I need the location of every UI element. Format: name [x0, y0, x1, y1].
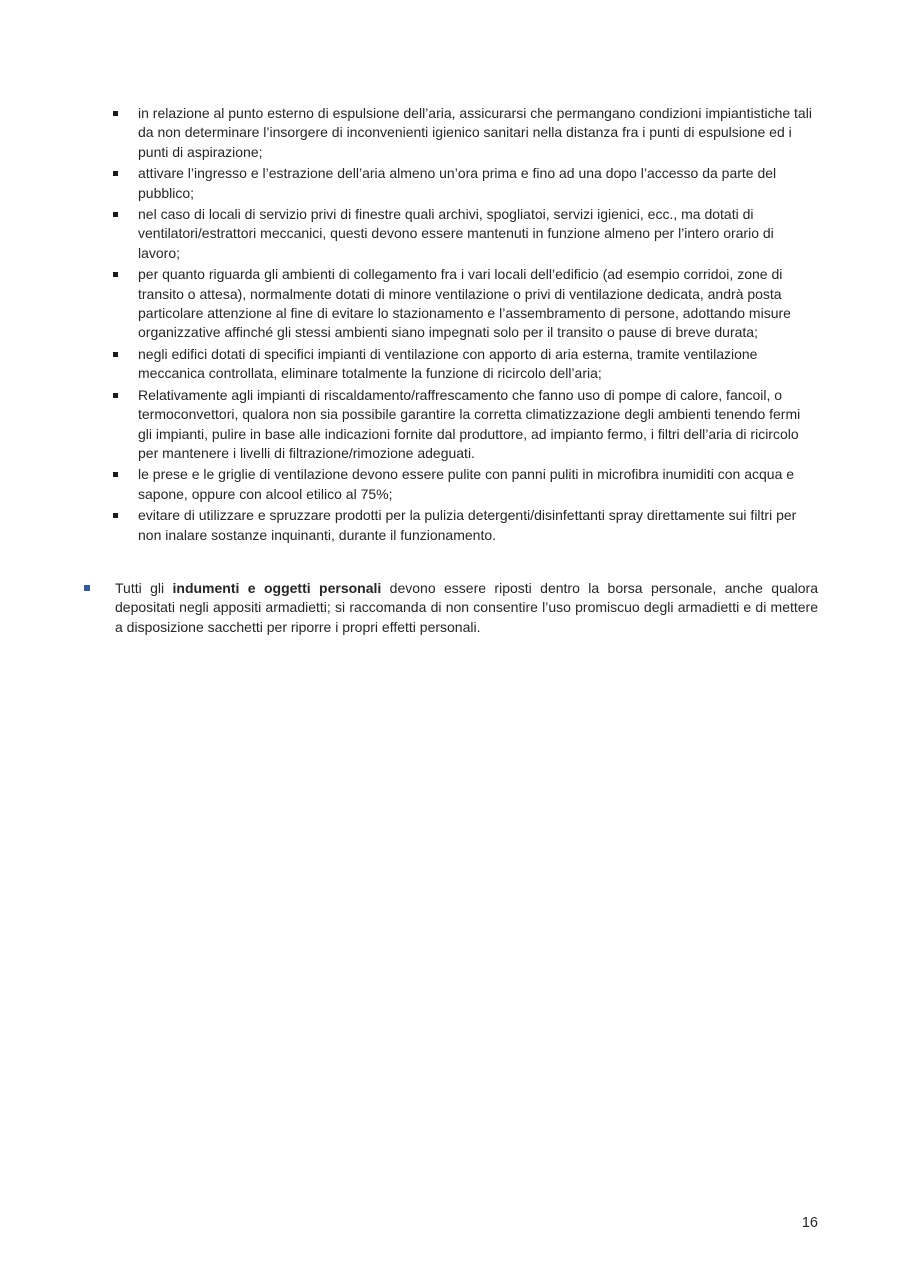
page-number: 16 [801, 1215, 818, 1231]
list-item [0, 345, 818, 384]
list-item-text: nel caso di locali di servizio privi di finestre quali archivi, spogliatoi, servizi igienici, ecc., ma dotati di ventilatori/estrattori meccanici, questi devono essere mantenuti in funzione almeno per l’intero orario di lavoro; [138, 206, 774, 261]
list-item-text: Relativamente agli impianti di riscaldamento/raffrescamento che fanno uso di pompe di calore, fancoil, o termoconvettori, qualora non sia possibile garantire la corretta climatizzazione degli ambienti tenendo fermi gli impianti, pulire in base alle indicazioni fornite dal produttore, ad impianto fermo, i filtri dell’aria di ricircolo per mantenere i livelli di filtrazione/rimozione adeguati. [138, 386, 801, 461]
list-item [0, 465, 818, 504]
list-item [0, 104, 818, 162]
text-prefix: Tutti gli [115, 579, 173, 596]
list-item-text: in relazione al punto esterno di espulsione dell’aria, assicurarsi che permangano condizioni impiantistiche tali da non determinare l’insorgere di inconvenienti igienico sanitari nella distanza fra i punti di espulsione ed i punti di aspirazione; [138, 105, 812, 160]
list-item-text: le prese e le griglie di ventilazione devono essere pulite con panni puliti in microfibra inumiditi con acqua e sapone, oppure con alcool etilico al 75%; [138, 466, 795, 502]
square-bullet-icon [113, 111, 118, 116]
list-item [0, 205, 818, 263]
page-content [0, 104, 818, 637]
text-bold: indumenti e oggetti personali [172, 579, 382, 596]
list-item-personal-items [0, 579, 818, 637]
list-item [0, 265, 818, 343]
list-item [0, 506, 818, 545]
list-item-text: per quanto riguarda gli ambienti di collegamento fra i vari locali dell’edificio (ad esempio corridoi, zone di transito o attesa), normalmente dotati di minore ventilazione o privi di ventilazione dedicata, andrà posta particolare attenzione al fine di evitare lo stazionamento e l’assembramento di persone, adottando misure organizzative affinché gli stessi ambienti siano impegnati solo per il transito o pause di breve durata; [138, 266, 791, 341]
square-bullet-icon [84, 585, 90, 591]
list-item-text: evitare di utilizzare e spruzzare prodotti per la pulizia detergenti/disinfettanti spray direttamente sui filtri per non inalare sostanze inquinanti, durante il funzionamento. [138, 507, 797, 543]
square-bullet-icon [113, 212, 118, 217]
square-bullet-icon [113, 472, 118, 477]
text-suffix: devono essere riposti dentro la borsa personale, anche qualora depositati negli appositi armadietti; si raccomanda di non consentire l’uso promiscuo degli armadietti e di mettere a disposizione sacchetti per riporre i propri effetti personali. [115, 579, 818, 635]
square-bullet-icon [113, 171, 118, 176]
list-item-text: attivare l’ingresso e l’estrazione dell’aria almeno un’ora prima e fino ad una dopo l’accesso da parte del pubblico; [138, 165, 777, 201]
square-bullet-icon [113, 272, 118, 277]
list-item [0, 386, 818, 464]
list-item-text: negli edifici dotati di specifici impianti di ventilazione con apporto di aria esterna, tramite ventilazione meccanica controllata, eliminare totalmente la funzione di ricircolo dell’aria; [138, 345, 758, 382]
square-bullet-icon [113, 393, 118, 398]
square-bullet-icon [113, 352, 118, 357]
list-item-text [115, 579, 818, 637]
square-bullet-icon [113, 513, 118, 518]
list-item [0, 164, 818, 203]
